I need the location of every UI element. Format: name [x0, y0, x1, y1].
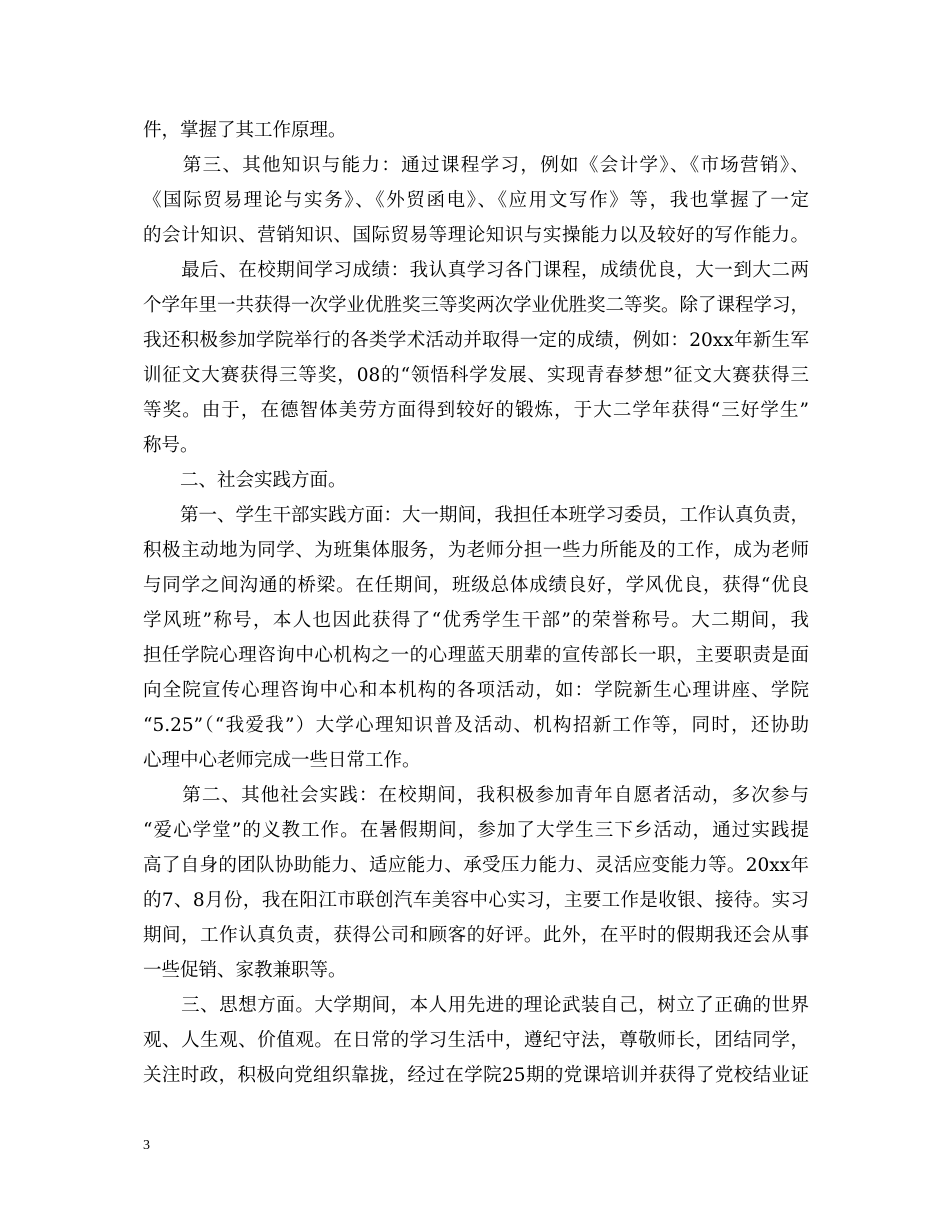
text-line: 《国际贸易理论与实务》、《外贸函电》、《应用文写作》等，我也掌握了一定	[143, 190, 809, 211]
text-line: 高了自身的团队协助能力、适应能力、承受压力能力、灵活应变能力等。20xx年	[143, 855, 809, 876]
document-body	[143, 113, 809, 1093]
text-line: 向全院宣传心理咨询中心和本机构的各项活动，如：学院新生心理讲座、学院	[143, 680, 809, 701]
text-line: 的7、8月份，我在阳江市联创汽车美容中心实习，主要工作是收银、接待。实习	[143, 890, 809, 911]
text-line: 心理中心老师完成一些日常工作。	[143, 750, 421, 771]
text-line: “5.25”（“我爱我”）大学心理知识普及活动、机构招新工作等，同时，还协助	[143, 715, 809, 736]
text-line: 学风班”称号，本人也因此获得了“优秀学生干部”的荣誉称号。大二期间，我	[143, 610, 809, 631]
text-line: 第三、其他知识与能力：通过课程学习，例如《会计学》、《市场营销》、	[143, 155, 809, 176]
text-line: 一些促销、家教兼职等。	[143, 960, 347, 981]
text-line: 观、人生观、价值观。在日常的学习生活中，遵纪守法，尊敬师长，团结同学，	[143, 1030, 809, 1051]
text-line: 训征文大赛获得三等奖，08的“领悟科学发展、实现青春梦想”征文大赛获得三	[143, 365, 809, 386]
text-line: 的会计知识、营销知识、国际贸易等理论知识与实操能力以及较好的写作能力。	[143, 225, 809, 246]
page-number: 3	[143, 1138, 150, 1153]
text-line: 件，掌握了其工作原理。	[143, 120, 347, 141]
text-line: 期间，工作认真负责，获得公司和顾客的好评。此外，在平时的假期我还会从事	[143, 925, 809, 946]
text-line: 称号。	[143, 435, 199, 456]
text-line: 担任学院心理咨询中心机构之一的心理蓝天朋辈的宣传部长一职，主要职责是面	[143, 645, 809, 666]
text-line: 第一、学生干部实践方面：大一期间，我担任本班学习委员，工作认真负责，	[143, 505, 810, 526]
text-line: 与同学之间沟通的桥梁。在任期间，班级总体成绩良好，学风优良，获得“优良	[143, 575, 809, 596]
text-line: 二、社会实践方面。	[143, 470, 347, 491]
text-line: 等奖。由于，在德智体美劳方面得到较好的锻炼，于大二学年获得“三好学生”	[143, 400, 809, 421]
text-line: 关注时政，积极向党组织靠拢，经过在学院25期的党课培训并获得了党校结业证	[143, 1065, 809, 1086]
text-line: 最后、在校期间学习成绩：我认真学习各门课程，成绩优良，大一到大二两	[143, 260, 809, 281]
text-line: 我还积极参加学院举行的各类学术活动并取得一定的成绩，例如：20xx年新生军	[143, 330, 809, 351]
text-line: 个学年里一共获得一次学业优胜奖三等奖两次学业优胜奖二等奖。除了课程学习，	[143, 295, 810, 316]
text-line: 积极主动地为同学、为班集体服务，为老师分担一些力所能及的工作，成为老师	[143, 540, 809, 561]
text-line: 三、思想方面。大学期间，本人用先进的理论武装自己，树立了正确的世界	[143, 995, 809, 1016]
text-line: 第二、其他社会实践：在校期间，我积极参加青年自愿者活动，多次参与	[143, 785, 809, 806]
text-line: “爱心学堂”的义教工作。在暑假期间，参加了大学生三下乡活动，通过实践提	[143, 820, 809, 841]
